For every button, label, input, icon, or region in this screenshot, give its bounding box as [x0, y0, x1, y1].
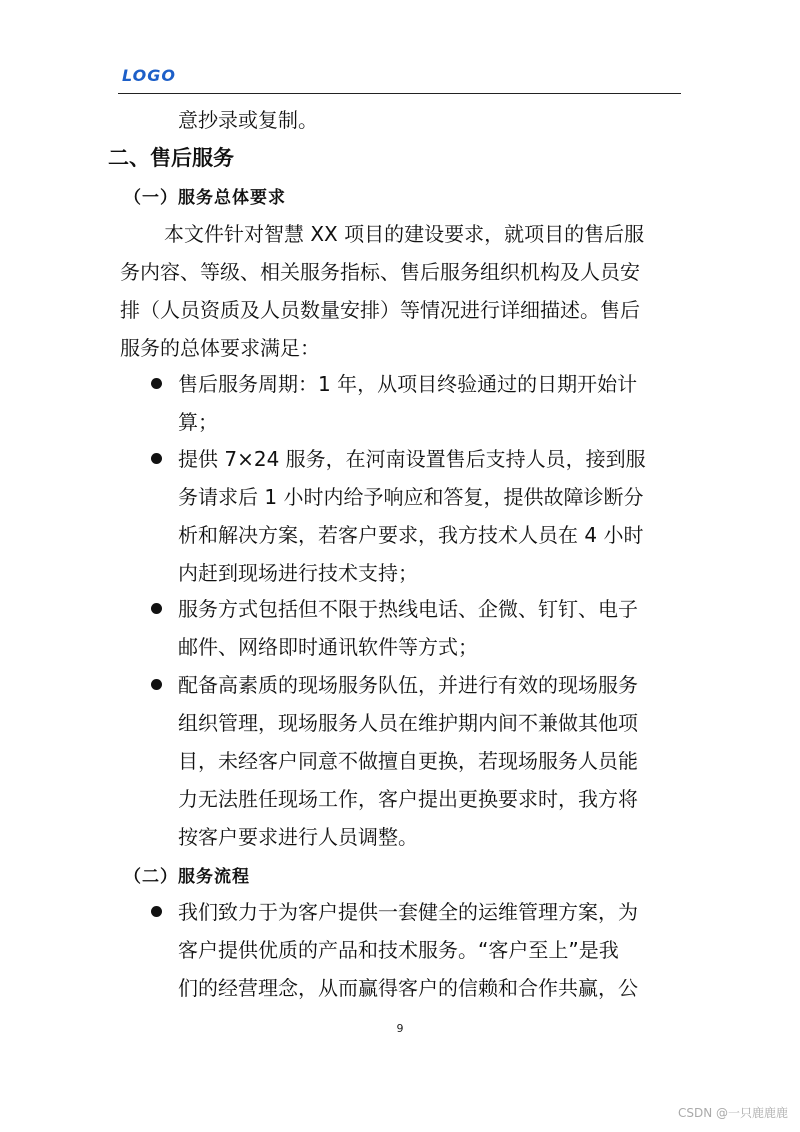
subsection-heading-1: （一）服务总体要求: [124, 188, 286, 208]
bullet-dot: [151, 453, 162, 464]
bullet-line: 务请求后 1 小时内给予响应和答复，提供故障诊断分: [178, 485, 644, 509]
header-divider: [118, 93, 681, 94]
bullet-line: 邮件、网络即时通讯软件等方式；: [178, 635, 478, 659]
bullet-line: 提供 7×24 服务，在河南设置售后支持人员，接到服: [178, 447, 646, 471]
bullet-dot: [151, 679, 162, 690]
bullet-line: 们的经营理念，从而赢得客户的信赖和合作共赢，公: [178, 976, 638, 1000]
bullet-line: 析和解决方案，若客户要求，我方技术人员在 4 小时: [178, 523, 644, 547]
page-number: 9: [396, 1022, 404, 1035]
bullet-line: 按客户要求进行人员调整。: [178, 825, 418, 849]
bullet-dot: [151, 603, 162, 614]
bullet-line: 组织管理，现场服务人员在维护期内间不兼做其他项: [178, 711, 638, 735]
paragraph-line: 服务的总体要求满足：: [120, 336, 320, 360]
bullet-dot: [151, 906, 162, 917]
paragraph-line: 务内容、等级、相关服务指标、售后服务组织机构及人员安: [120, 260, 640, 284]
paragraph-line: 排（人员资质及人员数量安排）等情况进行详细描述。售后: [120, 298, 640, 322]
section-heading: 二、售后服务: [108, 146, 234, 170]
bullet-line: 算；: [178, 410, 218, 434]
intro-fragment: 意抄录或复制。: [178, 108, 318, 132]
bullet-line: 我们致力于为客户提供一套健全的运维管理方案，为: [178, 900, 638, 924]
logo: LOGO: [122, 66, 176, 85]
bullet-line: 内赶到现场进行技术支持；: [178, 561, 418, 585]
subsection-heading-2: （二）服务流程: [124, 867, 250, 887]
paragraph-line: 本文件针对智慧 XX 项目的建设要求，就项目的售后服: [164, 222, 645, 246]
bullet-line: 客户提供优质的产品和技术服务。“客户至上”是我: [178, 938, 619, 962]
bullet-line: 售后服务周期：1 年，从项目终验通过的日期开始计: [178, 372, 638, 396]
watermark: CSDN @一只鹿鹿鹿: [677, 1106, 788, 1120]
bullet-line: 力无法胜任现场工作，客户提出更换要求时，我方将: [178, 787, 638, 811]
bullet-line: 目，未经客户同意不做擅自更换，若现场服务人员能: [178, 749, 638, 773]
bullet-line: 配备高素质的现场服务队伍，并进行有效的现场服务: [178, 673, 638, 697]
bullet-line: 服务方式包括但不限于热线电话、企微、钉钉、电子: [178, 597, 638, 621]
bullet-dot: [151, 378, 162, 389]
